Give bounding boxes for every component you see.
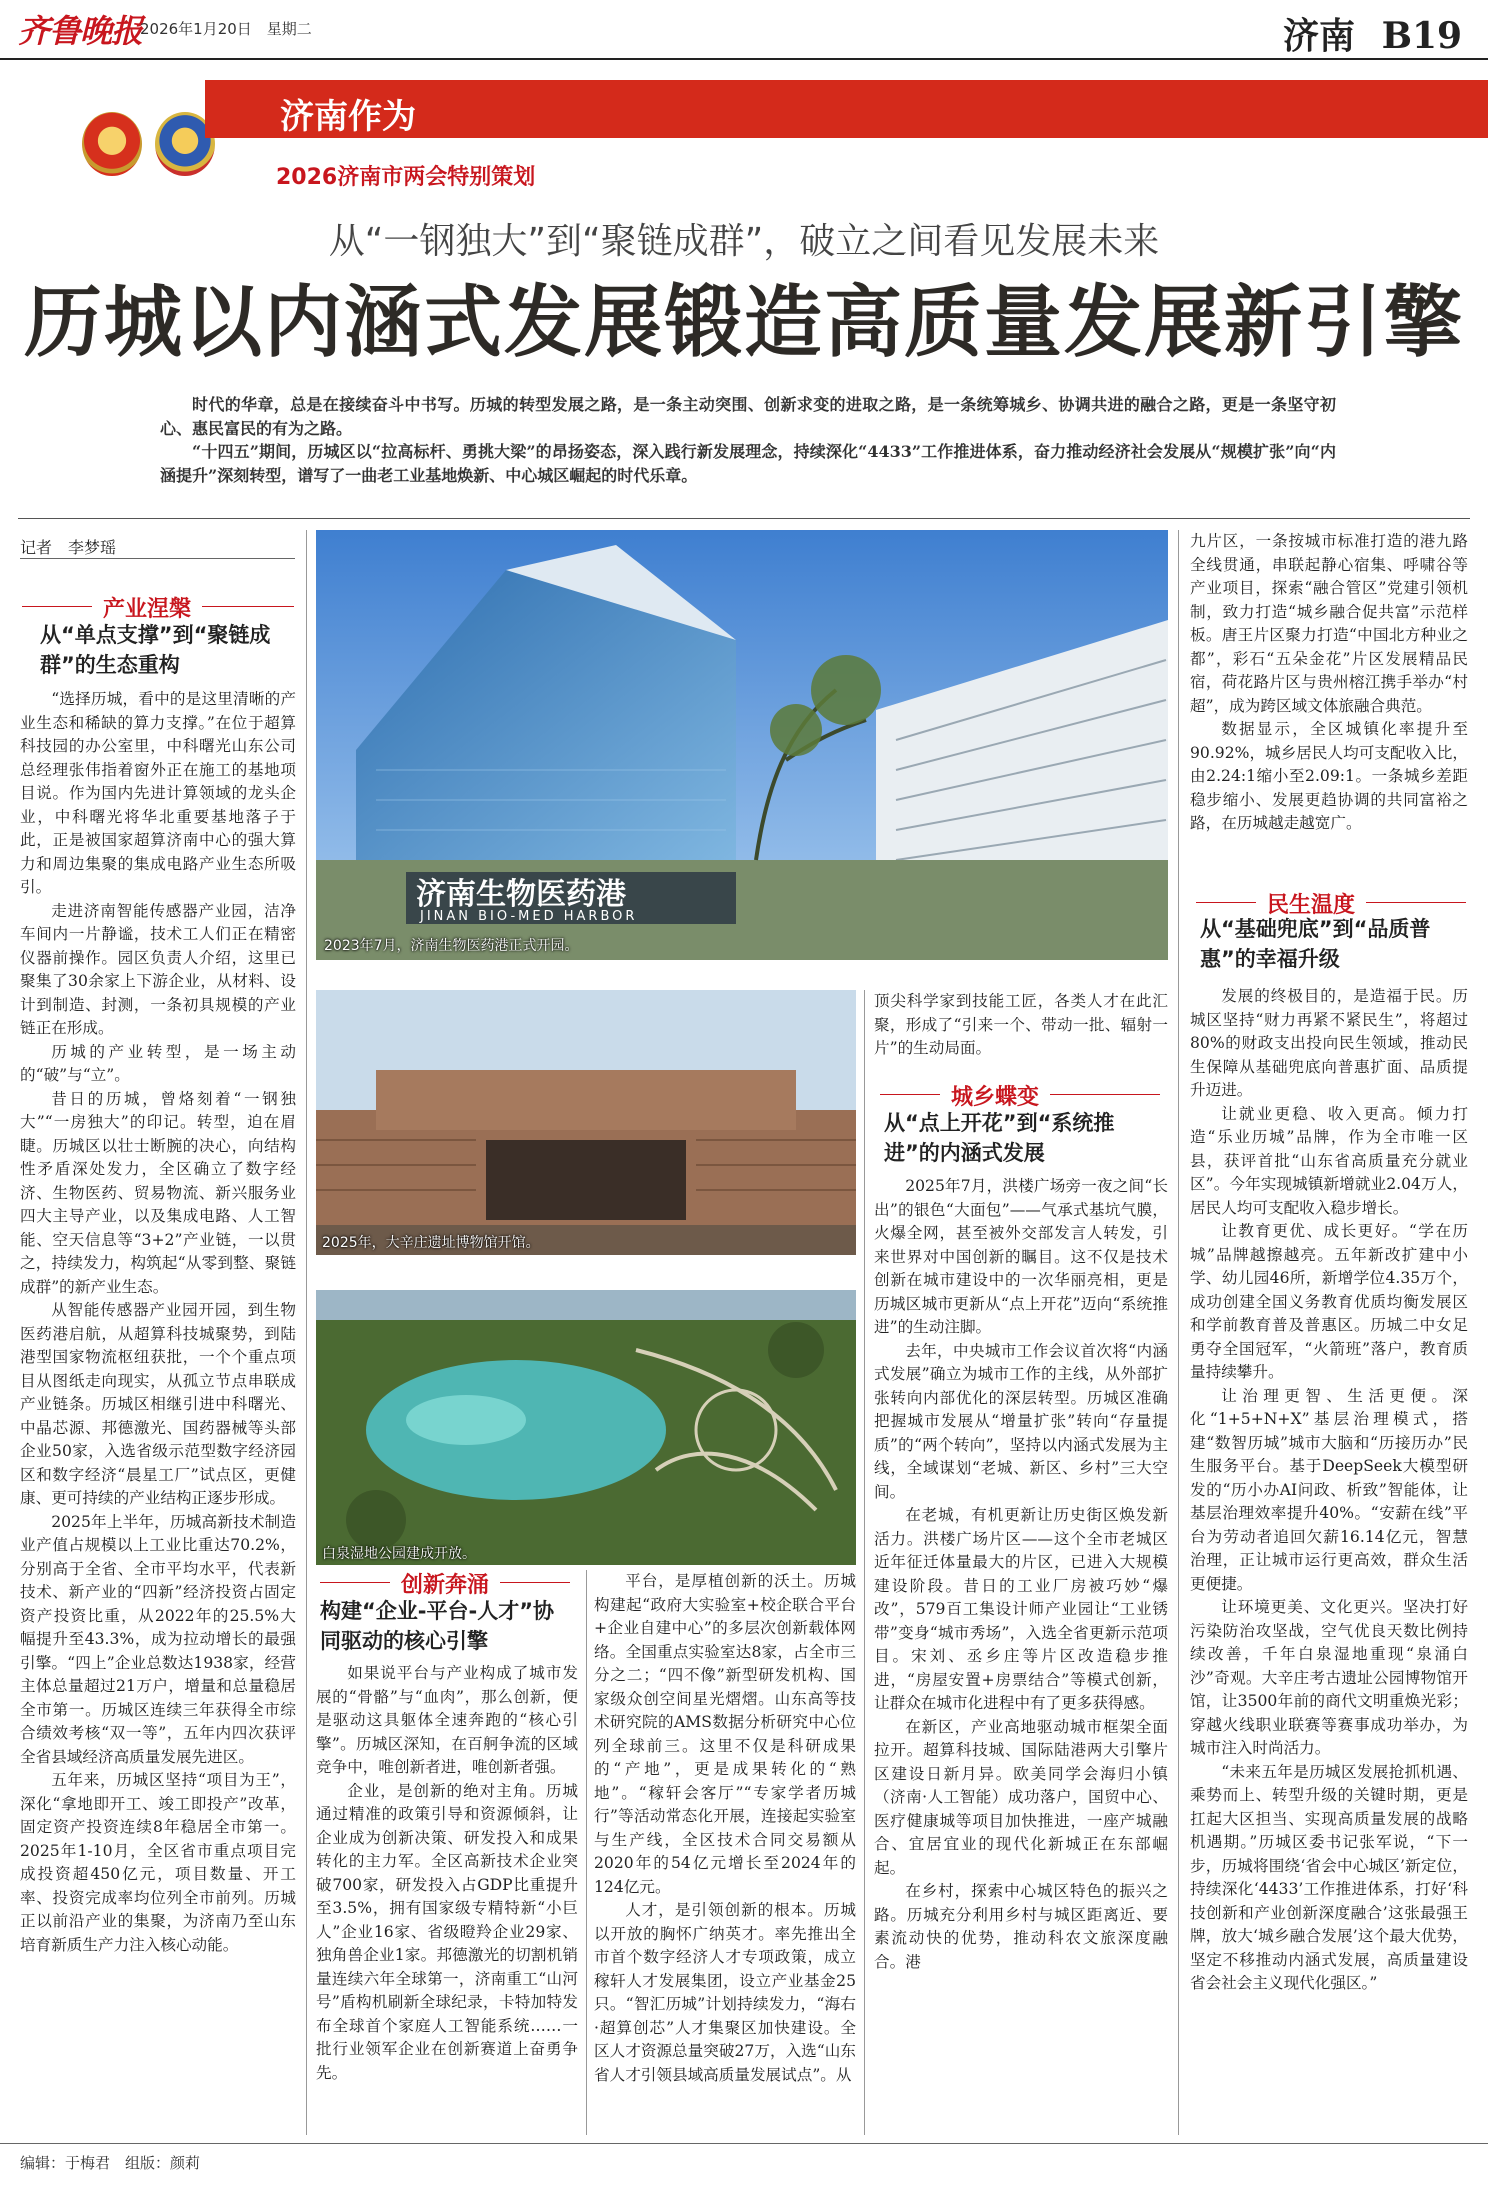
paragraph: 2025年上半年，历城高新技术制造业产值占规模以上工业比重达70.2%，分别高于全省、全市平均水平，代表新技术、新产业的“四新”经济投资占固定资产投资比重，从2022年的25.5%大幅提升至43.3%，成为拉动增长的最强引擎。“四上”企业总数达1938家，经营主体总量超过21万户，增量和总量稳居全市第一。历城区连续三年获得全市综合绩效考核“双一等”，五年内四次获评全省县域经济高质量发展先进区。 — [20, 1512, 296, 1766]
section-rule — [1196, 902, 1256, 903]
section-title-livelihood: 从“基础兜底”到“品质普惠”的幸福升级 — [1200, 917, 1431, 971]
section-rule — [500, 1582, 570, 1583]
photo-wetland-park — [316, 1290, 856, 1565]
editor-credit: 编辑：于梅君 组版：颜莉 — [20, 2154, 201, 2172]
museum-image — [316, 990, 856, 1255]
lead-paragraph: 时代的华章，总是在接续奋斗中书写。历城的转型发展之路，是一条主动突围、创新求变的进取之路，是一条统筹城乡、协调共进的融合之路，更是一条坚守初心、惠民富民的有为之路。 — [160, 395, 1336, 438]
footer-rule — [0, 2143, 1488, 2144]
paragraph: 平台，是厚植创新的沃土。历城构建起“政府大实验室+校企联合平台+企业自建中心”的多层次创新载体网络。全国重点实验室达8家，占全市三分之二；“四不像”新型研发机构、国家级众创空间星光熠熠。山东高等技术研究院的AMS数据分析研究中心位列全球前三。这里不仅是科研成果的“产地”，更是成果转化的“熟地”。“稼轩会客厅”“专家学者历城行”等活动常态化开展，连接起实验室与生产线，全区技术合同交易额从2020年的54亿元增长至2024年的124亿元。 — [594, 1572, 856, 1896]
paragraph: 去年，中央城市工作会议首次将“内涵式发展”确立为城市工作的主线，从外部扩张转向内部优化的深层转型。历城区准确把握城市发展从“增量扩张”转向“存量提质”的“两个转向”，坚持以内涵式发展为主线，全域谋划“老城、新区、乡村”三大空间。 — [874, 1341, 1168, 1501]
paragraph: 历城的产业转型，是一场主动的“破”与“立”。 — [20, 1042, 296, 1084]
paragraph: 走进济南智能传感器产业园，洁净车间内一片静谧，技术工人们正在精密仪器前操作。园区负责人介绍，这里已聚集了30余家上下游企业，从材料、设计到制造、封测，一条初具规模的产业链正在形成。 — [20, 901, 296, 1037]
photo-museum — [316, 990, 856, 1255]
photo-caption: 2025年，大辛庄遗址博物馆开馆。 — [322, 1235, 540, 1251]
photo-bio-med-harbor — [316, 530, 1168, 960]
paragraph: 让就业更稳、收入更高。倾力打造“乐业历城”品牌，作为全市唯一区县，获评首批“山东省高质量充分就业区”。今年实现城镇新增就业2.04万人，居民人均可支配收入稳步增长。 — [1190, 1104, 1468, 1217]
lead-paragraph: “十四五”期间，历城区以“拉高标杆、勇挑大梁”的昂扬姿态，深入践行新发展理念，持续深化“4433”工作推进体系，奋力推动经济社会发展从“规模扩张”向“内涵提升”深刻转型，谱写了一曲老工业基地焕新、中心城区崛起的时代乐章。 — [160, 442, 1336, 485]
wetland-park-image — [316, 1290, 856, 1565]
section-label-urban-rural: 城乡蝶变 — [950, 1085, 1039, 1110]
photo-caption: 2023年7月，济南生物医药港正式开园。 — [324, 938, 579, 954]
paragraph: “未来五年是历城区发展抢抓机遇、乘势而上、转型升级的关键时期，更是扛起大区担当、实现高质量发展的战略机遇期。”历城区委书记张军说，“下一步，历城将围绕‘省会中心城区’新定位，持续深化‘4433’工作推进体系，打好‘科技创新和产业创新深度融合’这张最强王牌，放大‘城乡融合发展’这个最大优势，坚定不移推动内涵式发展，高质量建设省会社会主义现代化强区。” — [1190, 1762, 1468, 1992]
paragraph: 在乡村，探索中心城区特色的振兴之路。历城充分利用乡村与城区距离近、要素流动快的优势，推动科农文旅深度融合。港 — [874, 1882, 1168, 1971]
column-2 — [316, 1662, 578, 2138]
byline-rule — [20, 558, 295, 559]
section-title-industry: 从“单点支撑”到“聚链成群”的生态重构 — [40, 623, 271, 677]
paragraph: 从智能传感器产业园开园，到生物医药港启航，从超算科技城聚势，到陆港型国家物流枢纽获批，一个个重点项目从图纸走向现实，从孤立节点串联成产业链条。历城区相继引进中科曙光、中晶芯源、邦德激光、国药器械等头部企业50家，入选省级示范型数字经济园区和数字经济“晨星工厂”试点区，更健康、更可持续的产业结构正逐步形成。 — [20, 1301, 296, 1507]
article-subtitle: 从“一钢独大”到“聚链成群”，破立之间看见发展未来 — [328, 221, 1160, 262]
section-label-livelihood: 民生温度 — [1266, 893, 1355, 918]
section-name: 济南 — [1283, 15, 1356, 57]
paragraph: 如果说平台与产业构成了城市发展的“骨骼”与“血肉”，那么创新，便是驱动这具躯体全速奔跑的“核心引擎”。历城区深知，在百舸争流的区域竞争中，唯创新者进，唯创新者强。 — [316, 1664, 578, 1776]
section-label-industry: 产业涅槃 — [102, 597, 191, 622]
column-rule — [1178, 530, 1179, 2135]
reporter-byline: 记者 李梦瑶 — [20, 538, 117, 557]
section-title-urban-rural: 从“点上开花”到“系统推进”的内涵式发展 — [884, 1111, 1115, 1165]
column-1 — [20, 688, 296, 2138]
page-number: B19 — [1381, 15, 1463, 57]
paragraph: 人才，是引领创新的根本。历城以开放的胸怀广纳英才。率先推出全市首个数字经济人才专项政策，成立稼轩人才发展集团，设立产业基金25只。“智汇历城”计划持续发力，“海右·超算创芯”人才集聚区加快建设。全区人才资源总量突破27万，入选“山东省人才引领县域高质量发展试点”。从 — [594, 1901, 856, 2084]
paragraph: 九片区，一条按城市标准打造的港九路全线贯通，串联起静心宿集、呼啸谷等产业项目，探索“融合管区”党建引领机制，致力打造“城乡融合促共富”示范样板。唐王片区聚力打造“中国北方种业之都”，彩石“五朵金花”片区发展精品民宿，荷花路片区与贵州榕江携手举办“村超”，成为跨区域文体旅融合典范。 — [1190, 532, 1468, 715]
column-4 — [874, 1175, 1168, 2138]
column-5-top — [1190, 530, 1468, 878]
paragraph: “选择历城，看中的是这里清晰的产业生态和稀缺的算力支撑。”在位于超算科技园的办公室里，中科曙光山东公司总经理张伟指着窗外正在施工的基地项目说。作为国内先进计算领域的龙头企业，中科曙光将华北重要基地落子于此，正是被国家超算济南中心的强大算力和周边集聚的集成电路产业生态所吸引。 — [20, 690, 296, 896]
harbor-sign-en: JINAN BIO-MED HARBOR — [420, 909, 638, 924]
column-rule — [864, 990, 865, 2135]
paragraph: 2025年7月，洪楼广场旁一夜之间“长出”的银色“大面包”——气承式基坑气膜，火爆全网，甚至被外交部发言人转发，引来世界对中国创新的瞩目。这不仅是技术创新在城市建设中的一次华丽亮相，更是历城区城市更新从“点上开花”迈向“系统推进”的生动注脚。 — [874, 1177, 1168, 1336]
paragraph: 昔日的历城，曾烙刻着“一钢独大”“一房独大”的印记。转型，迫在眉睫。历城区以壮士断腕的决心，向结构性矛盾深处发力，全区确立了数字经济、生物医药、贸易物流、新兴服务业四大主导产业，以及集成电路、人工智能、空天信息等“3+2”产业链，一以贯之，持续发力，构筑起“从零到整、聚链成群”的新产业生态。 — [20, 1089, 296, 1296]
header-rule — [0, 58, 1488, 60]
photo-caption: 白泉湿地公园建成开放。 — [322, 1546, 476, 1562]
column-rule — [586, 1570, 587, 2135]
column-5 — [1190, 985, 1468, 2138]
national-emblem-icon — [82, 112, 142, 176]
issue-date: 2026年1月20日 星期二 — [140, 20, 312, 38]
paragraph: 五年来，历城区坚持“项目为王”，深化“拿地即开工、竣工即投产”改革，固定资产投资连续8年稳居全市第一。2025年1-10月，全区省市重点项目完成投资超450亿元，项目数量、开工率、投资完成率均位列全市前列。历城正以前沿产业的集聚，为济南乃至山东培育新质生产力注入核心动能。 — [20, 1771, 296, 1954]
section-title-innovation: 构建“企业-平台-人才”协同驱动的核心引擎 — [320, 1599, 555, 1653]
paragraph: 让治理更智、生活更便。深化“1+5+N+X”基层治理模式，搭建“数智历城”城市大脑和“历接历办”民生服务平台。基于DeepSeek大模型研发的“历小办AI问政、析致”智能体，让基层治理效率提升40%。“安薪在线”平台为劳动者追回欠薪16.14亿元，智慧治理，正让城市运行更高效，群众生活更便捷。 — [1190, 1386, 1468, 1593]
section-rule — [880, 1094, 940, 1095]
article-lead — [160, 393, 1336, 487]
column-4-top — [874, 990, 1168, 1062]
paragraph: 在新区，产业高地驱动城市框架全面拉开。超算科技城、国际陆港两大引擎片区建设日新月异。欧美同学会海归小镇（济南·人工智能）成功落户，国贸中心、医疗健康城等项目加快推进，一座产城融合、宜居宜业的现代化新城正在东部崛起。 — [874, 1717, 1168, 1877]
paragraph: 让环境更美、文化更兴。坚决打好污染防治攻坚战，空气优良天数比例持续改善，千年白泉湿地重现“泉涌白沙”奇观。大辛庄考古遗址公园博物馆开馆，让3500年前的商代文明重焕光彩；穿越火线职业联赛等赛事成功举办，为城市注入时尚活力。 — [1190, 1598, 1468, 1757]
article-headline: 历城以内涵式发展锻造高质量发展新引擎 — [23, 277, 1464, 368]
paragraph: 企业，是创新的绝对主角。历城通过精准的政策引导和资源倾斜，让企业成为创新决策、研发投入和成果转化的主力军。全区高新技术企业突破700家，研发投入占GDP比重提升至3.5%，拥有国家级专精特新“小巨人”企业16家、省级瞪羚企业29家、独角兽企业1家。邦德激光的切割机销量连续六年全球第一，济南重工“山河号”盾构机刷新全球纪录，卡特加特发布全球首个家庭人工智能系统……一批行业领军企业在创新赛道上奋勇争先。 — [316, 1781, 578, 2082]
section-rule — [1050, 1094, 1160, 1095]
column-rule — [306, 530, 307, 2135]
section-rule — [22, 606, 92, 607]
bio-med-harbor-image — [316, 530, 1168, 960]
page-section — [1283, 8, 1462, 59]
section-rule — [320, 1582, 390, 1583]
masthead-logo: 齐鲁晚报 — [18, 12, 143, 50]
section-label-innovation: 创新奔涌 — [400, 1573, 489, 1598]
paragraph: 发展的终极目的，是造福于民。历城区坚持“财力再紧不紧民生”，将超过80%的财政支出投向民生领域，推动民生保障从基础兜底向普惠扩面、品质提升迈进。 — [1190, 987, 1468, 1099]
column-3 — [594, 1570, 856, 2138]
special-report-label: 2026济南市两会特别策划 — [276, 165, 536, 190]
harbor-sign-cn: 济南生物医药港 — [416, 877, 626, 912]
paragraph: 数据显示，全区城镇化率提升至90.92%，城乡居民人均可支配收入比，由2.24:1缩小至2.09:1。一条城乡差距稳步缩小、发展更趋协调的共同富裕之路，在历城越走越宽广。 — [1190, 720, 1468, 832]
column-title: 济南作为 — [280, 97, 416, 137]
paragraph: 在老城，有机更新让历史街区焕发新活力。洪楼广场片区——这个全市老城区近年征迁体量最大的片区，已进入大规模建设阶段。昔日的工业厂房被巧妙“爆改”，579百工集设计师产业园让“工业锈带”变身“城市秀场”，入选全省更新示范项目。宋刘、丞乡庄等片区改造稳步推进，“房屋安置+房票结合”等模式创新，让群众在城市化进程中有了更多获得感。 — [874, 1506, 1168, 1712]
paragraph: 顶尖科学家到技能工匠，各类人才在此汇聚，形成了“引来一个、带动一批、辐射一片”的生动局面。 — [874, 992, 1168, 1057]
lead-divider — [18, 518, 1470, 519]
section-rule — [202, 606, 294, 607]
paragraph: 让教育更优、成长更好。“学在历城”品牌越擦越亮。五年新改扩建中小学、幼儿园46所，新增学位4.35万个，成功创建全国义务教育优质均衡发展区和学前教育普及普惠区。历城二中女足勇夺全国冠军，“火箭班”落户，教育质量持续攀升。 — [1190, 1222, 1468, 1381]
section-rule — [1366, 902, 1466, 903]
